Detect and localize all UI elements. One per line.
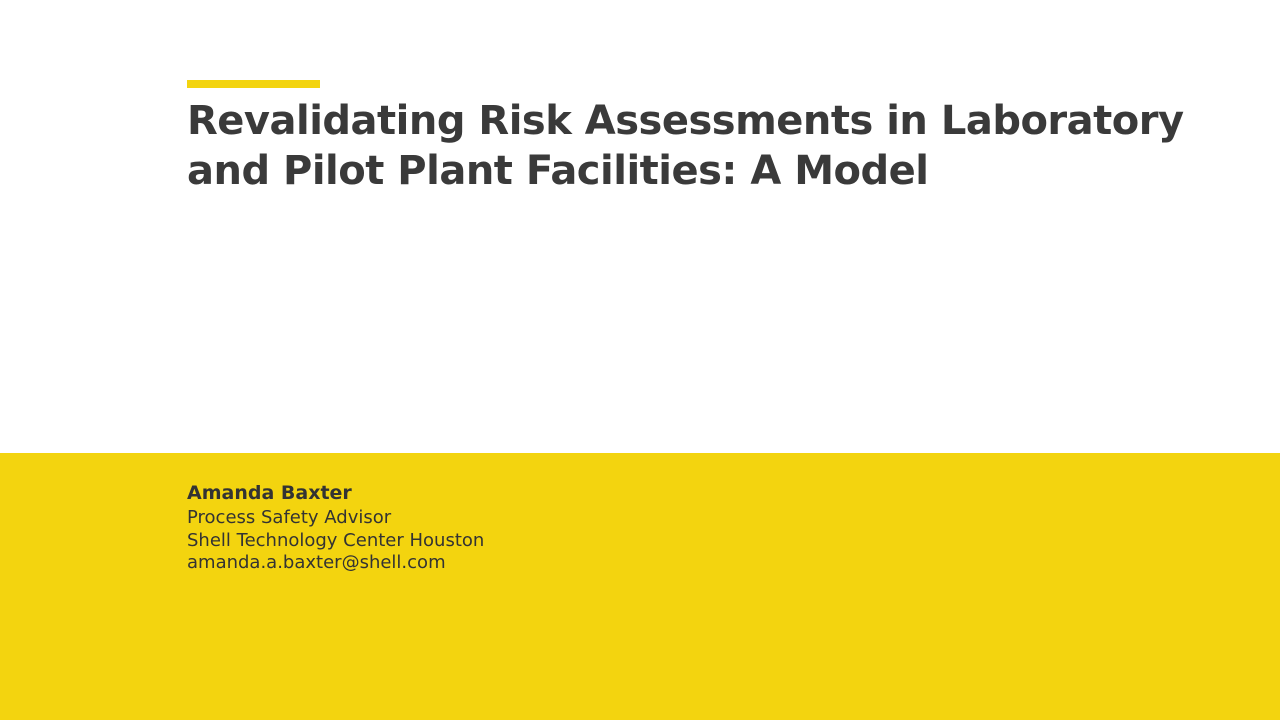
presenter-name: Amanda Baxter <box>187 482 352 504</box>
presenter-role: Process Safety Advisor <box>187 507 392 528</box>
slide-title: Revalidating Risk Assessments in Laboratory and Pilot Plant Facilities: A Model <box>187 98 1184 194</box>
presenter-info <box>187 481 787 575</box>
title-accent-bar <box>187 80 320 88</box>
presenter-organization: Shell Technology Center Houston <box>187 529 485 551</box>
presenter-email: amanda.a.baxter@shell.com <box>187 552 446 573</box>
